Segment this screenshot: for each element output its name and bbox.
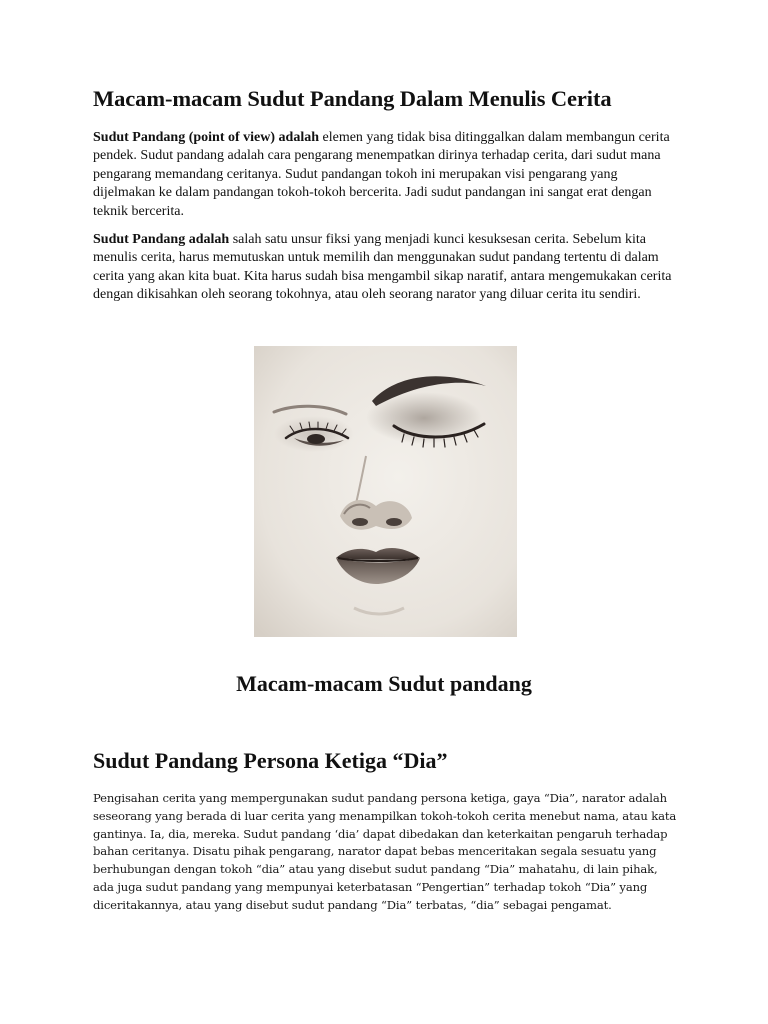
face-sketch-icon bbox=[254, 346, 517, 637]
document-title: Macam-macam Sudut Pandang Dalam Menulis Cerita bbox=[93, 86, 612, 111]
paragraph-third-person: Pengisahan cerita yang mempergunakan sudut pandang persona ketiga, gaya “Dia”, narator adalah seseorang yang berada di luar cerita yang menampilkan tokoh-tokoh cerita menebut nama, atau kata gantinya. Ia, dia, mereka. Sudut pandang ‘dia’ dapat dibedakan dan keterkaitan pengaruh terhadap bahan ceritanya. Disatu pihak pengarang, narator dapat bebas menceritakan segala sesuatu yang berhubungan dengan tokoh “dia” atau yang disebut sudut pandang “Dia” mahatahu, di lain pihak, ada juga sudut pandang yang mempunyai keterbatasan “Pengertian” terhadap tokoh “Dia” yang diceritakannya, atau yang disebut sudut pandang “Dia” terbatas, “dia” sebagai pengamat. bbox=[93, 791, 677, 912]
section-title-third-person: Sudut Pandang Persona Ketiga “Dia” bbox=[93, 748, 448, 773]
paragraph-1-bold: Sudut Pandang (point of view) adalah bbox=[93, 130, 320, 145]
types-subtitle: Macam-macam Sudut pandang bbox=[236, 671, 532, 696]
paragraph-2-bold: Sudut Pandang adalah bbox=[93, 232, 230, 247]
paragraph-point-of-view bbox=[93, 129, 683, 221]
paragraph-1-text: elemen yang tidak bisa ditinggalkan dalam membangun cerita pendek. Sudut pandang adalah cara pengarang menempatkan dirinya terhadap cerita, dari sudut mana pengarang memandang ceritanya. Sudut pandangan tokoh ini merupakan visi pengarang yang dijelmakan ke dalam pandangan tokoh-tokoh bercerita. Jadi sudut pandangan ini sangat erat dengan teknik bercerita. bbox=[93, 130, 670, 219]
face-sketch-illustration bbox=[254, 346, 517, 637]
paragraph-fiction-element bbox=[93, 231, 683, 305]
paragraph-2-text: salah satu unsur fiksi yang menjadi kunci kesuksesan cerita. Sebelum kita menulis cerita, harus memutuskan untuk memilih dan menggunakan sudut pandang tertentu di dalam cerita yang akan kita buat. Kita harus sudah bisa mengambil sikap naratif, antara mengemukakan cerita dengan dikisahkan oleh seorang tokohnya, atau oleh seorang narator yang diluar cerita itu sendiri. bbox=[93, 232, 672, 303]
